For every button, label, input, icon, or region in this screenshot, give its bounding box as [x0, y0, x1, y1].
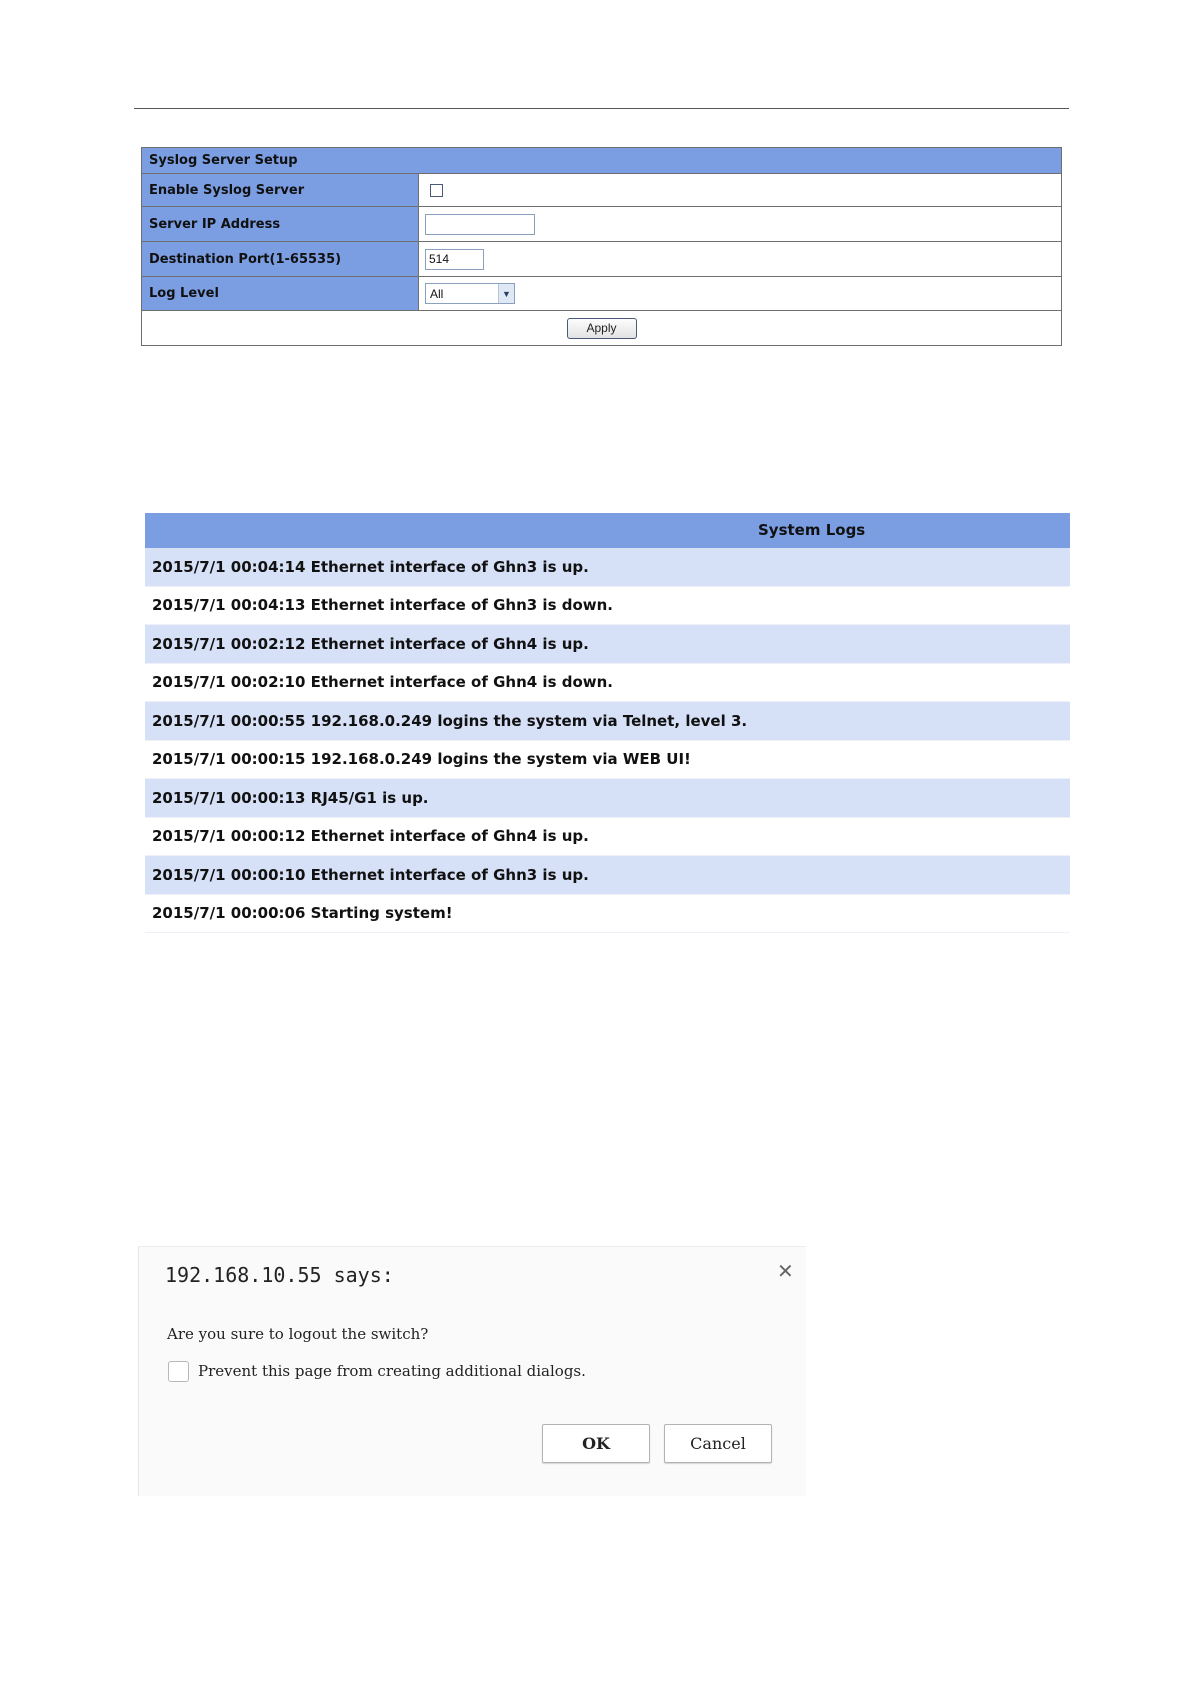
enable-syslog-row: [142, 174, 1061, 207]
page-header-rule: [134, 108, 1069, 109]
apply-row: [142, 311, 1061, 345]
destination-port-label: Destination Port(1-65535): [142, 242, 419, 276]
cancel-button[interactable]: Cancel: [664, 1424, 772, 1463]
log-level-label: Log Level: [142, 277, 419, 310]
log-entry: 2015/7/1 00:00:13 RJ45/G1 is up.: [145, 779, 1070, 818]
apply-button[interactable]: Apply: [567, 318, 637, 339]
prevent-dialogs-checkbox[interactable]: [168, 1361, 189, 1382]
logout-confirm-dialog: [138, 1246, 806, 1496]
log-entry: 2015/7/1 00:04:14 Ethernet interface of Ghn3 is up.: [145, 548, 1070, 587]
log-entry: 2015/7/1 00:00:10 Ethernet interface of Ghn3 is up.: [145, 856, 1070, 895]
syslog-setup-title: Syslog Server Setup: [142, 148, 1061, 174]
enable-syslog-checkbox[interactable]: [430, 184, 443, 197]
syslog-setup-panel: [141, 147, 1062, 346]
chevron-down-icon[interactable]: ▼: [498, 284, 514, 303]
log-entry: 2015/7/1 00:02:10 Ethernet interface of Ghn4 is down.: [145, 664, 1070, 703]
system-logs-title: System Logs: [145, 513, 1070, 548]
server-ip-label: Server IP Address: [142, 207, 419, 241]
log-entry: 2015/7/1 00:00:15 192.168.0.249 logins the system via WEB UI!: [145, 741, 1070, 780]
log-entry: 2015/7/1 00:02:12 Ethernet interface of Ghn4 is up.: [145, 625, 1070, 664]
log-level-select[interactable]: [425, 283, 515, 304]
log-level-selected: All: [430, 286, 444, 301]
dialog-message: Are you sure to logout the switch?: [167, 1325, 429, 1343]
close-icon[interactable]: ✕: [777, 1259, 794, 1283]
log-entry: 2015/7/1 00:00:12 Ethernet interface of Ghn4 is up.: [145, 818, 1070, 857]
destination-port-input[interactable]: 514: [425, 249, 484, 270]
ok-button[interactable]: OK: [542, 1424, 650, 1463]
prevent-dialogs-label[interactable]: Prevent this page from creating additional dialogs.: [198, 1362, 586, 1380]
log-entry: 2015/7/1 00:00:55 192.168.0.249 logins the system via Telnet, level 3.: [145, 702, 1070, 741]
enable-syslog-label: Enable Syslog Server: [142, 174, 419, 206]
log-entry: 2015/7/1 00:04:13 Ethernet interface of Ghn3 is down.: [145, 587, 1070, 626]
system-logs-table: [145, 513, 1070, 933]
log-entry: 2015/7/1 00:00:06 Starting system!: [145, 895, 1070, 934]
log-level-row: [142, 277, 1061, 311]
server-ip-input[interactable]: [425, 214, 535, 235]
destination-port-row: [142, 242, 1061, 277]
server-ip-row: [142, 207, 1061, 242]
dialog-title: 192.168.10.55 says:: [165, 1263, 394, 1287]
